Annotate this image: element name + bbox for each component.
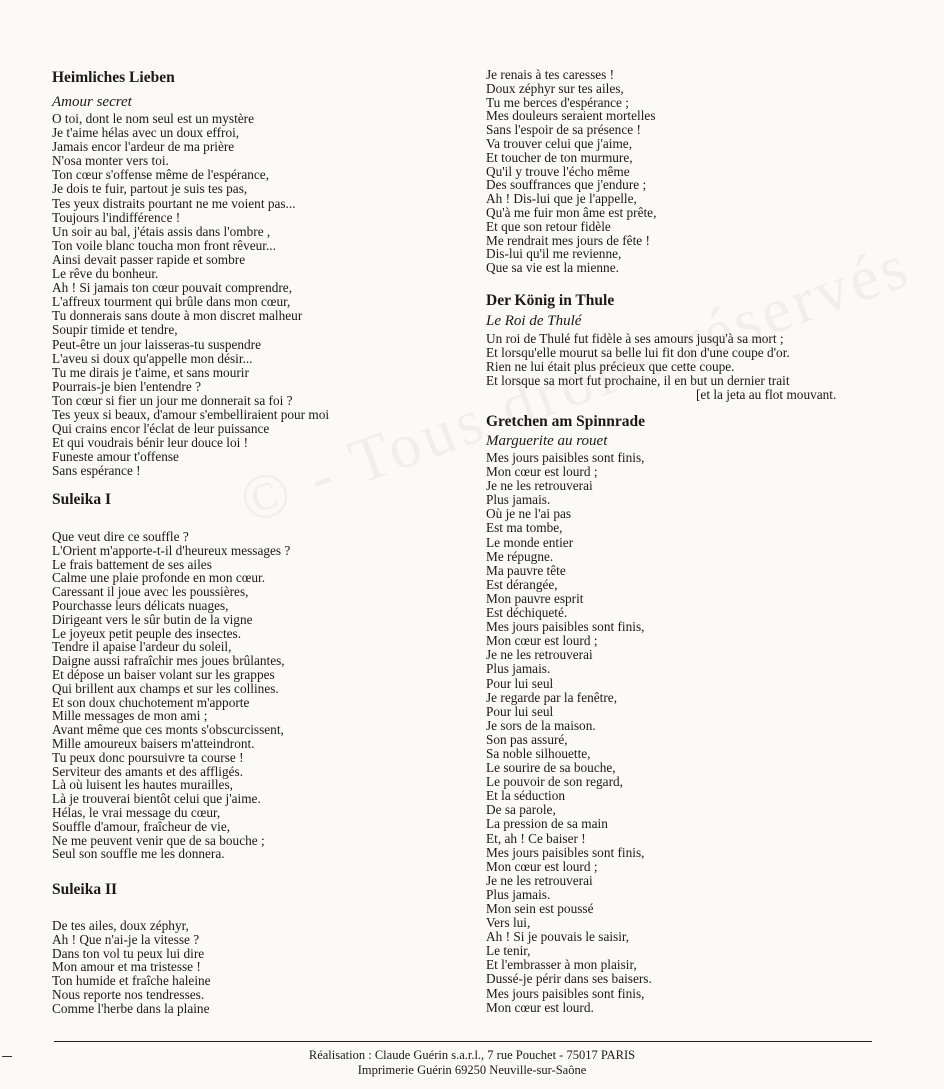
verse-line: Le tenir, bbox=[486, 943, 531, 959]
verse-line: Rien ne lui était plus précieux que cette coupe. bbox=[486, 359, 735, 375]
verse-line: Me rendrait mes jours de fête ! bbox=[486, 232, 650, 248]
verse-line: Daigne aussi rafraîchir mes joues brûlantes, bbox=[52, 653, 285, 669]
verse-line: Je ne les retrouverai bbox=[486, 872, 593, 888]
footer-credits: Réalisation : Claude Guérin s.a.r.l., 7 rue Pouchet - 75017 PARIS bbox=[308, 1048, 636, 1062]
section-subtitle-le-roi-de-thule: Le Roi de Thulé bbox=[486, 313, 582, 329]
verse-line: Et que son retour fidèle bbox=[486, 218, 611, 234]
verse-line: Jamais encor l'ardeur de ma prière bbox=[52, 139, 235, 155]
verse-line: Peut-être un jour laisseras-tu suspendre bbox=[52, 336, 261, 352]
verse-line: Dussé-je périr dans ses baisers. bbox=[486, 971, 652, 987]
verse-line: Sa noble silhouette, bbox=[486, 745, 591, 761]
verse-line: Mon cœur est lourd ; bbox=[486, 858, 598, 874]
verse-line: Le joyeux petit peuple des insectes. bbox=[52, 625, 242, 641]
verse-line: Et la séduction bbox=[486, 788, 566, 804]
edge-mark bbox=[2, 1056, 12, 1057]
verse-line: Un roi de Thulé fut fidèle à ses amours jusqu'à sa mort ; bbox=[486, 331, 784, 346]
verse-line: Tes yeux distraits pourtant ne me voient pas... bbox=[52, 195, 296, 211]
verse-line: Tendre il apaise l'ardeur du soleil, bbox=[52, 639, 232, 655]
verse-line: Sans l'espoir de sa présence ! bbox=[486, 122, 641, 138]
footer bbox=[0, 1048, 944, 1078]
verse-line: Ah ! Si je pouvais le saisir, bbox=[486, 929, 630, 945]
verse-line: Qui brillent aux champs et sur les collines. bbox=[52, 680, 279, 696]
verse-line: Dirigeant vers le sûr butin de la vigne bbox=[52, 611, 253, 627]
verse-line: Ton cœur si fier un jour me donnerait sa foi ? bbox=[52, 392, 293, 408]
verse-line: Plus jamais. bbox=[486, 492, 551, 508]
poem-heimliches-lieben bbox=[52, 112, 329, 478]
verse-line: Je renais à tes caresses ! bbox=[486, 67, 615, 82]
verse-line: L'affreux tourment qui brûle dans mon cœur, bbox=[52, 294, 291, 310]
section-title-heimliches-lieben: Heimliches Lieben bbox=[52, 69, 175, 86]
verse-line: Hélas, le vrai message du cœur, bbox=[52, 804, 221, 820]
verse-line: Que veut dire ce souffle ? bbox=[52, 529, 189, 544]
verse-line: Caressant il joue avec les poussières, bbox=[52, 584, 249, 600]
verse-line: Dans ton vol tu peux lui dire bbox=[52, 945, 205, 961]
verse-line: Mille messages de mon ami ; bbox=[52, 708, 208, 724]
verse-line: Toujours l'indifférence ! bbox=[52, 209, 181, 225]
verse-line: Mes douleurs seraient mortelles bbox=[486, 108, 656, 124]
verse-line: Plus jamais. bbox=[486, 661, 551, 677]
verse-line: Le monde entier bbox=[486, 534, 574, 550]
verse-line: Est ma tombe, bbox=[486, 520, 563, 536]
verse-line: Et dépose un baiser volant sur les grappes bbox=[52, 666, 275, 682]
verse-line: Un soir au bal, j'étais assis dans l'ombre , bbox=[52, 223, 271, 239]
verse-line: Ah ! Dis-lui que je l'appelle, bbox=[486, 191, 637, 207]
section-subtitle-amour-secret: Amour secret bbox=[52, 94, 132, 110]
verse-line: Me répugne. bbox=[486, 548, 554, 564]
verse-line: De sa parole, bbox=[486, 802, 556, 818]
verse-line: Mon cœur est lourd ; bbox=[486, 464, 598, 480]
verse-line: Nous reporte nos tendresses. bbox=[52, 986, 205, 1002]
verse-line: Comme l'herbe dans la plaine bbox=[52, 1000, 210, 1016]
section-title-gretchen-am-spinnrade: Gretchen am Spinnrade bbox=[486, 413, 646, 430]
verse-line: Ton cœur s'offense même de l'espérance, bbox=[52, 167, 270, 183]
section-title-suleika-2: Suleika II bbox=[52, 881, 118, 898]
verse-line: Tu donnerais sans doute à mon discret malheur bbox=[52, 308, 303, 324]
verse-line: Le sourire de sa bouche, bbox=[486, 760, 616, 776]
verse-line: Est dérangée, bbox=[486, 576, 558, 592]
verse-line: Funeste amour t'offense bbox=[52, 449, 179, 465]
verse-line: N'osa monter vers toi. bbox=[52, 153, 169, 169]
verse-line: Mon sein est poussé bbox=[486, 901, 594, 916]
verse-line: Ah ! Si jamais ton cœur pouvait comprendre, bbox=[52, 280, 293, 296]
verse-line: Tu me dirais je t'aime, et sans mourir bbox=[52, 364, 249, 380]
verse-line: [et la jeta au flot mouvant. bbox=[696, 387, 837, 403]
verse-line: Et, ah ! Ce baiser ! bbox=[486, 830, 586, 846]
verse-line: Mille amoureux baisers m'atteindront. bbox=[52, 735, 255, 751]
verse-line: Qu'il y trouve l'écho même bbox=[486, 163, 630, 179]
verse-line: Mon pauvre esprit bbox=[486, 590, 584, 606]
verse-line: Ma pauvre tête bbox=[486, 562, 566, 578]
verse-line: Son pas assuré, bbox=[486, 731, 568, 747]
verse-line: Et l'embrasser à mon plaisir, bbox=[486, 957, 637, 973]
verse-line: Est déchiqueté. bbox=[486, 605, 568, 621]
verse-line: Ah ! Que n'ai-je la vitesse ? bbox=[52, 931, 200, 947]
verse-line: Dis-lui qu'il me revienne, bbox=[486, 246, 622, 262]
verse-line: L'Orient m'apporte-t-il d'heureux messages ? bbox=[52, 542, 291, 558]
verse-line: Je ne les retrouverai bbox=[486, 478, 593, 494]
verse-line: Mon cœur est lourd ; bbox=[486, 633, 598, 649]
verse-line: Tu peux donc poursuivre ta course ! bbox=[52, 749, 244, 765]
verse-line: Mes jours paisibles sont finis, bbox=[486, 619, 645, 635]
verse-line: Calme une plaie profonde en mon cœur. bbox=[52, 570, 266, 586]
verse-line: Seul son souffle me les donnera. bbox=[52, 846, 225, 862]
poem-gretchen-am-spinnrade bbox=[486, 451, 652, 1015]
verse-line: Pourchasse leurs délicats nuages, bbox=[52, 597, 229, 613]
verse-line: Ton humide et fraîche haleine bbox=[52, 973, 211, 989]
verse-line: Mes jours paisibles sont finis, bbox=[486, 985, 645, 1001]
verse-line: Et son doux chuchotement m'apporte bbox=[52, 694, 250, 710]
verse-line: Je ne les retrouverai bbox=[486, 647, 593, 663]
verse-line: Où je ne l'ai pas bbox=[486, 506, 572, 522]
verse-line: Pour lui seul bbox=[486, 703, 554, 719]
verse-line: Plus jamais. bbox=[486, 886, 551, 902]
verse-line: Là je trouverai bientôt celui que j'aime. bbox=[52, 791, 261, 807]
section-subtitle-marguerite-au-rouet: Marguerite au rouet bbox=[486, 433, 608, 449]
poem-suleika-2 bbox=[52, 919, 211, 1016]
verse-line: Qui crains encor l'éclat de leur puissance bbox=[52, 421, 270, 437]
verse-line: Tu me berces d'espérance ; bbox=[486, 94, 629, 110]
verse-line: O toi, dont le nom seul est un mystère bbox=[52, 111, 255, 126]
verse-line: Je regarde par la fenêtre, bbox=[486, 689, 618, 705]
verse-line: Je sors de la maison. bbox=[486, 717, 596, 733]
verse-line: Mon amour et ma tristesse ! bbox=[52, 959, 201, 975]
poem-der-konig-in-thule bbox=[486, 332, 836, 402]
footer-printer: Imprimerie Guérin 69250 Neuville-sur-Saône bbox=[357, 1063, 587, 1077]
section-title-suleika-1: Suleika I bbox=[52, 491, 112, 508]
verse-line: Pourrais-je bien l'entendre ? bbox=[52, 378, 201, 394]
verse-line: Vers lui, bbox=[486, 915, 531, 931]
verse-line: Mon cœur est lourd. bbox=[486, 999, 594, 1015]
verse-line: Je dois te fuir, partout je suis tes pas, bbox=[52, 181, 248, 197]
verse-line: Ne me peuvent venir que de sa bouche ; bbox=[52, 832, 265, 848]
verse-line: Souffle d'amour, fraîcheur de vie, bbox=[52, 818, 231, 834]
verse-line: Des souffrances que j'endure ; bbox=[486, 177, 647, 193]
poem-suleika-2-continued bbox=[486, 68, 656, 275]
section-title-der-konig-in-thule: Der König in Thule bbox=[486, 292, 615, 309]
verse-line: Mes jours paisibles sont finis, bbox=[486, 844, 645, 860]
poem-suleika-1 bbox=[52, 530, 290, 861]
verse-line: Je t'aime hélas avec un doux effroi, bbox=[52, 125, 240, 141]
verse-line: Doux zéphyr sur tes ailes, bbox=[486, 80, 624, 96]
verse-line: Ton voile blanc toucha mon front rêveur... bbox=[52, 237, 276, 253]
verse-line: Et qui voudrais bénir leur douce loi ! bbox=[52, 435, 249, 451]
verse-line: Serviteur des amants et des affligés. bbox=[52, 763, 244, 779]
verse-line: Ainsi devait passer rapide et sombre bbox=[52, 251, 246, 267]
verse-line: Tes yeux si beaux, d'amour s'embelliraient pour moi bbox=[52, 406, 330, 422]
verse-line: Va trouver celui que j'aime, bbox=[486, 135, 633, 151]
verse-line: Mes jours paisibles sont finis, bbox=[486, 450, 645, 465]
verse-line: Le frais battement de ses ailes bbox=[52, 556, 212, 572]
footer-divider bbox=[54, 1041, 872, 1042]
verse-line: Et toucher de ton murmure, bbox=[486, 149, 633, 165]
verse-line: Avant même que ces monts s'obscurcissent, bbox=[52, 722, 284, 738]
verse-line: Et lorsque sa mort fut prochaine, il en but un dernier trait bbox=[486, 373, 790, 389]
verse-line: Qu'à me fuir mon âme est prête, bbox=[486, 204, 657, 220]
verse-line: Le rêve du bonheur. bbox=[52, 266, 159, 282]
verse-line: Soupir timide et tendre, bbox=[52, 322, 178, 338]
verse-line: L'aveu si doux qu'appelle mon désir... bbox=[52, 350, 253, 366]
verse-line: La pression de sa main bbox=[486, 816, 608, 832]
verse-line: Le pouvoir de son regard, bbox=[486, 774, 623, 790]
verse-line: Et lorsqu'elle mourut sa belle lui fit don d'une coupe d'or. bbox=[486, 345, 790, 361]
verse-line: Là où luisent les hautes murailles, bbox=[52, 777, 233, 793]
verse-line: De tes ailes, doux zéphyr, bbox=[52, 918, 189, 933]
verse-line: Que sa vie est la mienne. bbox=[486, 260, 619, 276]
verse-line: Pour lui seul bbox=[486, 675, 554, 691]
verse-line: Sans espérance ! bbox=[52, 463, 141, 479]
